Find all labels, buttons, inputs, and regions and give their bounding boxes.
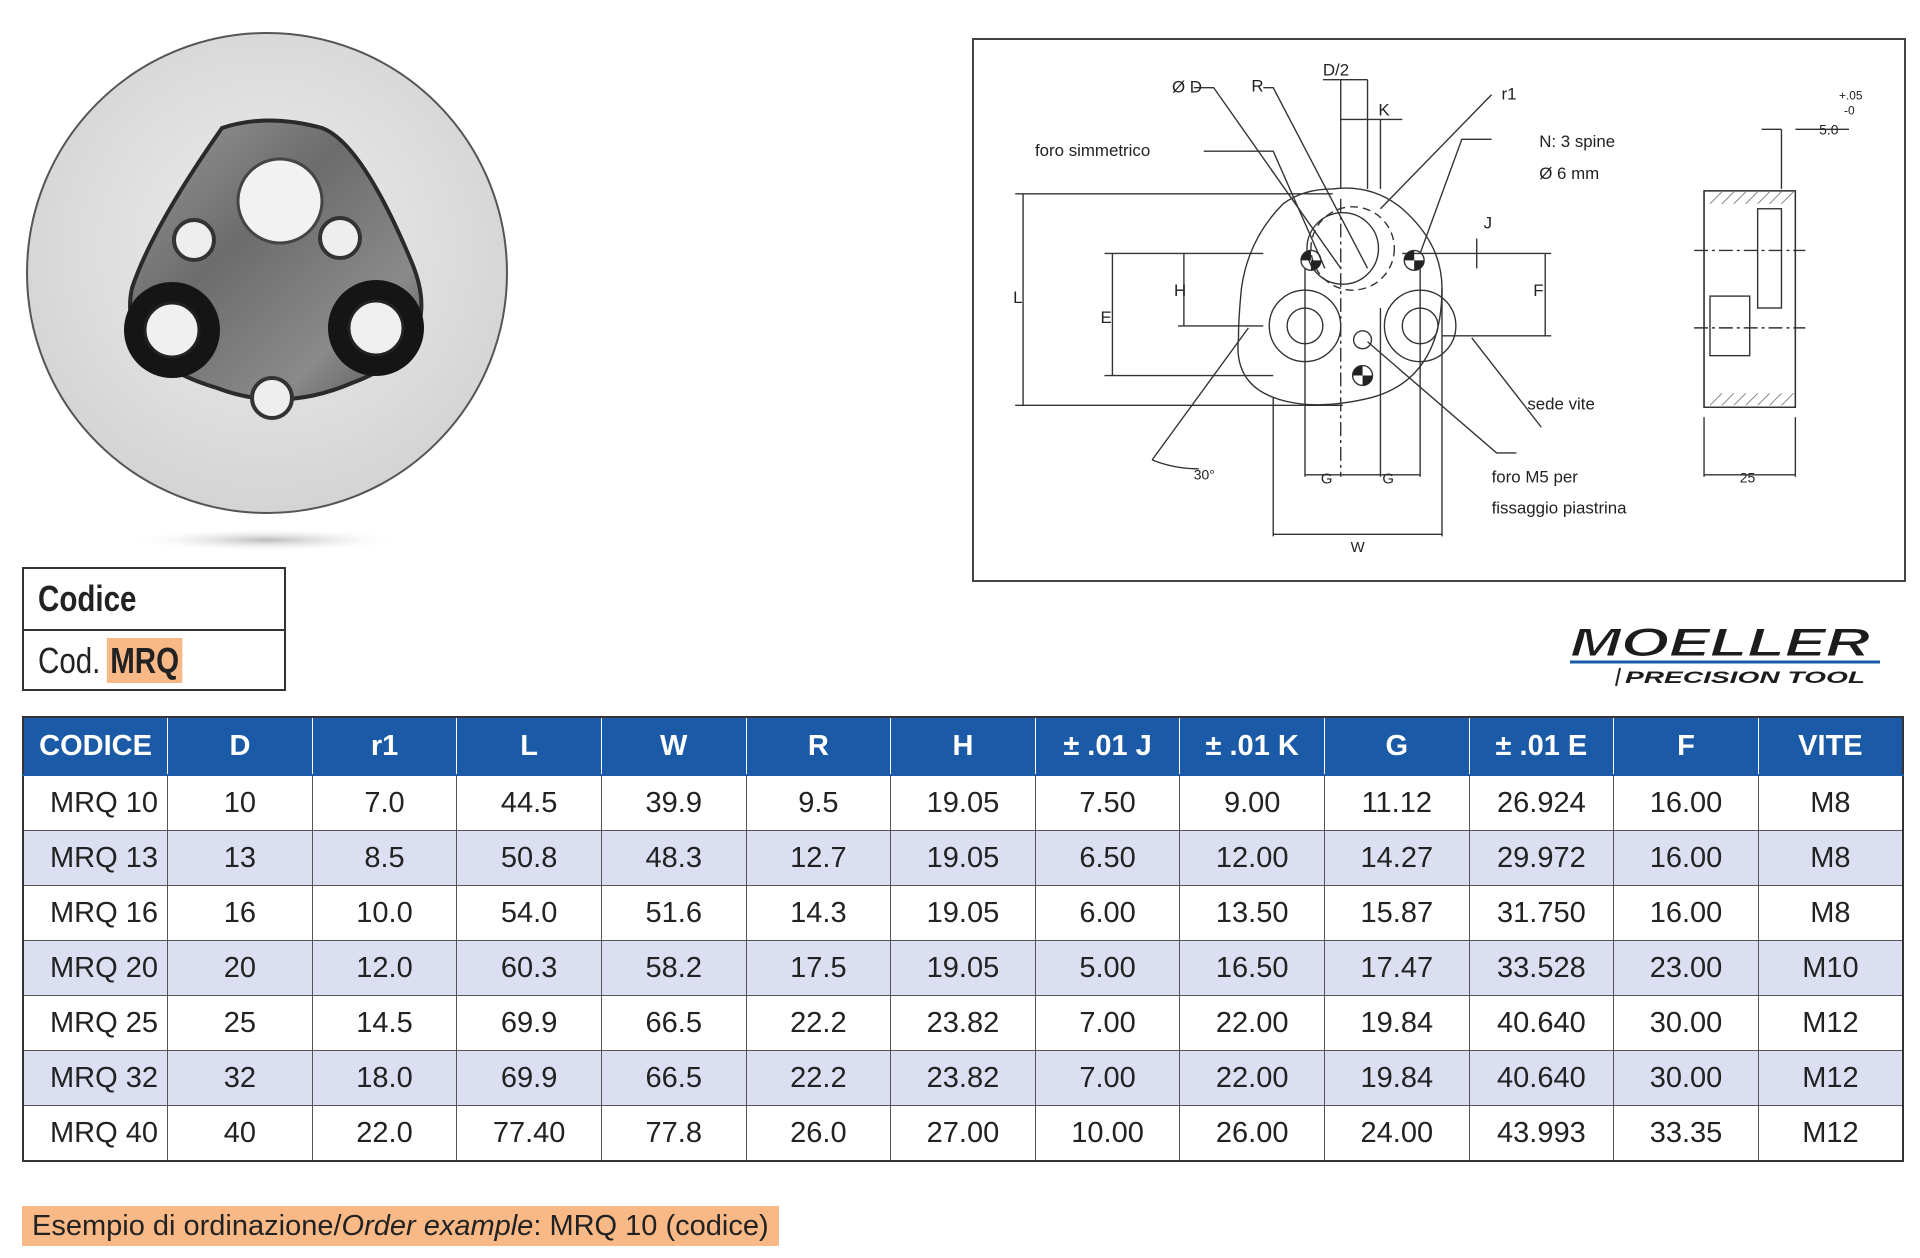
table-cell: 40: [168, 1106, 313, 1162]
table-cell: 31.750: [1469, 886, 1614, 941]
label-foro-simmetrico: foro simmetrico: [1034, 141, 1151, 161]
label-depth: 25: [1739, 469, 1756, 486]
table-cell: 58.2: [601, 941, 746, 996]
label-pins-2: Ø 6 mm: [1539, 163, 1600, 183]
column-header: D: [168, 717, 313, 775]
table-cell: 8.5: [312, 831, 457, 886]
table-cell: 13: [168, 831, 313, 886]
table-body: [23, 775, 1903, 1161]
table-cell: 22.00: [1180, 996, 1325, 1051]
table-cell: M8: [1758, 831, 1903, 886]
table-cell: 7.50: [1035, 775, 1180, 831]
logo-brand: MOELLER: [1570, 621, 1871, 665]
codice-prefix: Cod.: [38, 640, 101, 681]
label-angle: 30°: [1193, 466, 1215, 483]
label-g2: G: [1382, 471, 1394, 488]
label-foro-m5-2: fissaggio piastrina: [1491, 498, 1627, 518]
table-row: [23, 1051, 1903, 1106]
table-cell: 48.3: [601, 831, 746, 886]
order-note-prefix: Esempio di ordinazione/: [32, 1209, 342, 1242]
codice-code: MRQ: [107, 638, 182, 683]
table-cell: 33.35: [1614, 1106, 1759, 1162]
table-cell: 50.8: [457, 831, 602, 886]
table-cell: 23.82: [891, 996, 1036, 1051]
table-cell: 16.50: [1180, 941, 1325, 996]
table-cell: 9.5: [746, 775, 891, 831]
label-l: L: [1013, 288, 1023, 308]
table-row: [23, 1106, 1903, 1162]
column-header: CODICE: [23, 717, 168, 775]
table-cell: 10.0: [312, 886, 457, 941]
column-header: H: [891, 717, 1036, 775]
table-cell: MRQ 32: [23, 1051, 168, 1106]
table-cell: M8: [1758, 886, 1903, 941]
table-cell: 40.640: [1469, 1051, 1614, 1106]
table-cell: 66.5: [601, 1051, 746, 1106]
table-cell: 23.82: [891, 1051, 1036, 1106]
table-cell: 12.00: [1180, 831, 1325, 886]
table-cell: 7.0: [312, 775, 457, 831]
table-row: [23, 941, 1903, 996]
table-cell: MRQ 25: [23, 996, 168, 1051]
column-header: F: [1614, 717, 1759, 775]
table-cell: 77.40: [457, 1106, 602, 1162]
table-cell: 20: [168, 941, 313, 996]
table-cell: 19.84: [1324, 996, 1469, 1051]
order-example-note: [22, 1206, 779, 1246]
table-cell: 13.50: [1180, 886, 1325, 941]
table-cell: 10: [168, 775, 313, 831]
table-cell: 14.5: [312, 996, 457, 1051]
label-r: R: [1251, 76, 1264, 96]
label-tol-plus: +.05: [1839, 88, 1863, 103]
table-cell: 19.05: [891, 775, 1036, 831]
label-g1: G: [1320, 471, 1333, 488]
table-row: [23, 775, 1903, 831]
table-cell: 51.6: [601, 886, 746, 941]
table-cell: 32: [168, 1051, 313, 1106]
table-cell: 6.00: [1035, 886, 1180, 941]
table-cell: 30.00: [1614, 996, 1759, 1051]
table-cell: 22.0: [312, 1106, 457, 1162]
table-header-row: [23, 717, 1903, 775]
table-row: [23, 831, 1903, 886]
table-cell: 60.3: [457, 941, 602, 996]
column-header: r1: [312, 717, 457, 775]
label-sede-vite: sede vite: [1527, 394, 1595, 414]
column-header: VITE: [1758, 717, 1903, 775]
table-cell: 9.00: [1180, 775, 1325, 831]
table-cell: 6.50: [1035, 831, 1180, 886]
label-foro-m5-1: foro M5 per: [1491, 467, 1578, 487]
table-cell: 29.972: [1469, 831, 1614, 886]
column-header: W: [601, 717, 746, 775]
table-cell: MRQ 40: [23, 1106, 168, 1162]
table-cell: 22.00: [1180, 1051, 1325, 1106]
table-cell: MRQ 20: [23, 941, 168, 996]
table-cell: 16.00: [1614, 886, 1759, 941]
label-k: K: [1378, 100, 1390, 120]
table-cell: 33.528: [1469, 941, 1614, 996]
table-cell: 69.9: [457, 1051, 602, 1106]
table-cell: 17.5: [746, 941, 891, 996]
column-header: ± .01 E: [1469, 717, 1614, 775]
label-tol-minus: -0: [1844, 103, 1855, 118]
order-note-suffix: : MRQ 10 (codice): [533, 1209, 769, 1242]
column-header: R: [746, 717, 891, 775]
table-cell: 7.00: [1035, 996, 1180, 1051]
label-w: W: [1350, 540, 1365, 557]
table-cell: 17.47: [1324, 941, 1469, 996]
label-pins-1: N: 3 spine: [1539, 132, 1616, 152]
order-note-italic: Order example: [341, 1209, 534, 1242]
table-cell: 43.993: [1469, 1106, 1614, 1162]
table-cell: 23.00: [1614, 941, 1759, 996]
table-cell: 12.7: [746, 831, 891, 886]
table-cell: M10: [1758, 941, 1903, 996]
table-cell: 69.9: [457, 996, 602, 1051]
table-cell: 40.640: [1469, 996, 1614, 1051]
technical-drawing: [972, 38, 1906, 582]
table-cell: 22.2: [746, 1051, 891, 1106]
table-cell: 12.0: [312, 941, 457, 996]
column-header: ± .01 K: [1180, 717, 1325, 775]
table-cell: 16: [168, 886, 313, 941]
label-d-half: D/2: [1322, 60, 1350, 80]
table-cell: 16.00: [1614, 831, 1759, 886]
table-cell: 26.00: [1180, 1106, 1325, 1162]
label-j: J: [1483, 213, 1493, 233]
table-cell: 18.0: [312, 1051, 457, 1106]
table-cell: 66.5: [601, 996, 746, 1051]
label-f: F: [1533, 281, 1544, 301]
spec-table: [22, 716, 1904, 1162]
table-cell: 19.05: [891, 831, 1036, 886]
table-cell: 27.00: [891, 1106, 1036, 1162]
table-row: [23, 886, 1903, 941]
table-cell: 77.8: [601, 1106, 746, 1162]
table-cell: 19.05: [891, 886, 1036, 941]
label-dia-d: Ø D: [1171, 77, 1202, 97]
table-cell: 14.27: [1324, 831, 1469, 886]
table-cell: M12: [1758, 1106, 1903, 1162]
table-cell: MRQ 16: [23, 886, 168, 941]
moeller-logo: [1560, 616, 1890, 690]
table-cell: 24.00: [1324, 1106, 1469, 1162]
table-cell: 14.3: [746, 886, 891, 941]
label-r1: r1: [1501, 84, 1517, 104]
table-cell: 11.12: [1324, 775, 1469, 831]
table-cell: M12: [1758, 1051, 1903, 1106]
table-cell: 19.05: [891, 941, 1036, 996]
product-photo: [22, 28, 512, 558]
codice-header: Codice: [38, 578, 137, 619]
table-cell: M8: [1758, 775, 1903, 831]
table-cell: 22.2: [746, 996, 891, 1051]
label-e: E: [1100, 307, 1112, 327]
column-header: ± .01 J: [1035, 717, 1180, 775]
table-cell: 19.84: [1324, 1051, 1469, 1106]
table-cell: 30.00: [1614, 1051, 1759, 1106]
table-cell: 7.00: [1035, 1051, 1180, 1106]
logo-tagline: PRECISION TOOL: [1625, 668, 1865, 687]
table-cell: 16.00: [1614, 775, 1759, 831]
table-cell: 15.87: [1324, 886, 1469, 941]
table-cell: 26.924: [1469, 775, 1614, 831]
table-cell: M12: [1758, 996, 1903, 1051]
column-header: L: [457, 717, 602, 775]
table-cell: 10.00: [1035, 1106, 1180, 1162]
table-cell: MRQ 13: [23, 831, 168, 886]
table-cell: 5.00: [1035, 941, 1180, 996]
column-header: G: [1324, 717, 1469, 775]
table-row: [23, 996, 1903, 1051]
table-cell: MRQ 10: [23, 775, 168, 831]
table-cell: 26.0: [746, 1106, 891, 1162]
table-cell: 25: [168, 996, 313, 1051]
table-cell: 39.9: [601, 775, 746, 831]
codice-box: [22, 567, 286, 691]
label-thickness: 5.0: [1819, 121, 1839, 138]
table-cell: 54.0: [457, 886, 602, 941]
label-h: H: [1173, 281, 1187, 301]
table-cell: 44.5: [457, 775, 602, 831]
